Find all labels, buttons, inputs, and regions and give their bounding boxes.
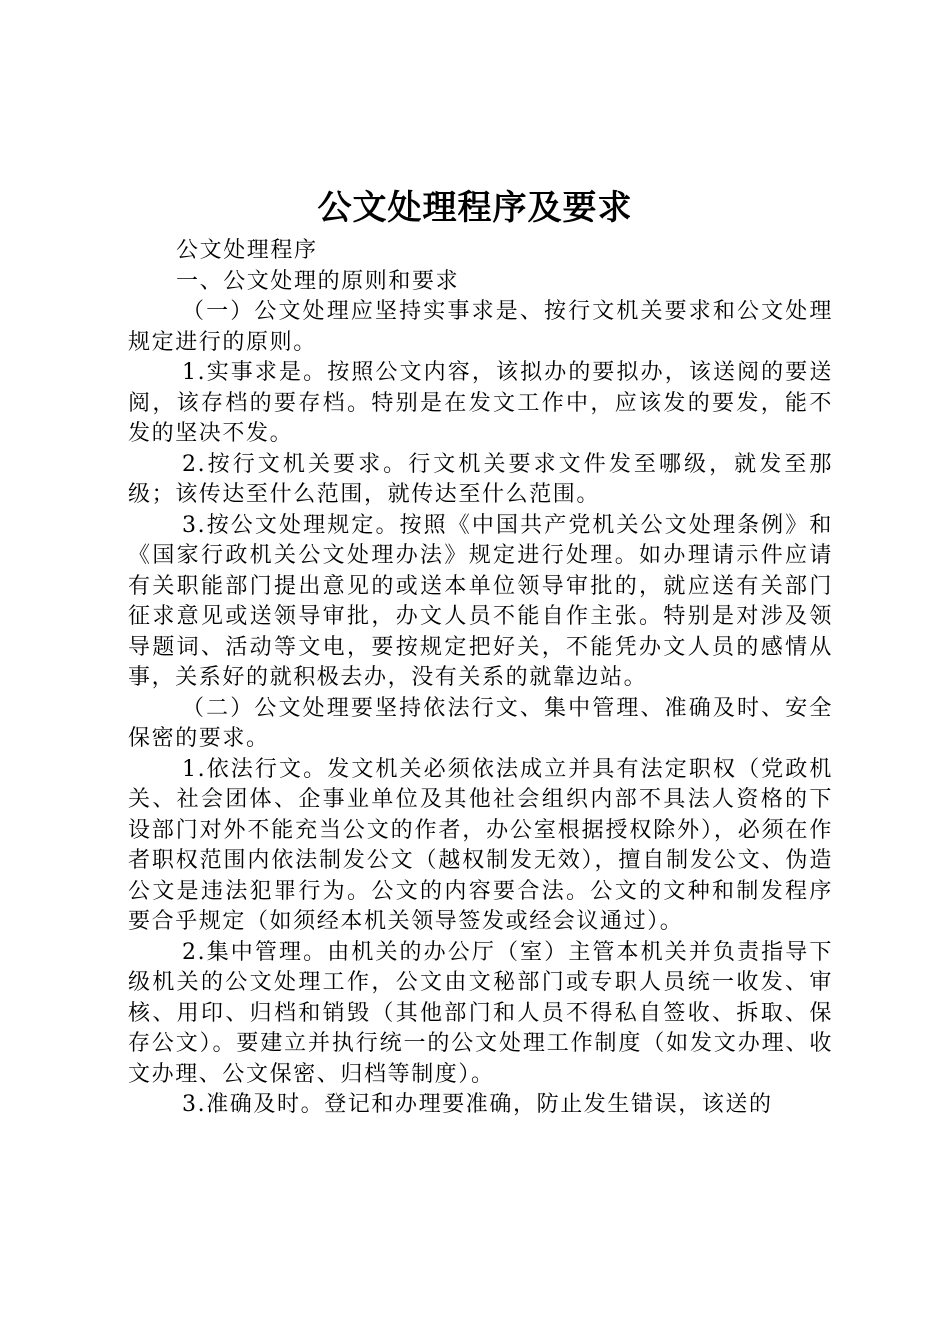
paragraph: （一）公文处理应坚持实事求是、按行文机关要求和公文处理规定进行的原则。 <box>128 299 833 355</box>
paragraph: 3.准确及时。登记和办理要准确，防止发生错误，该送的 <box>182 1092 773 1117</box>
paragraph: 2.按行文机关要求。行文机关要求文件发至哪级，就发至那级；该传达至什么范围，就传达至什么范围。 <box>128 451 833 507</box>
paragraph: 1.实事求是。按照公文内容，该拟办的要拟办，该送阅的要送阅，该存档的要存档。特别是在发文工作中，应该发的要发，能不发的坚决不发。 <box>128 360 833 446</box>
document-title: 公文处理程序及要求 <box>317 188 633 228</box>
paragraph: 1.依法行文。发文机关必须依法成立并具有法定职权（党政机关、社会团体、企事业单位及其他社会组织内部不具法人资格的下设部门对外不能充当公文的作者，办公室根据授权除外），必须在作者职权范围内依法制发公文（越权制发无效），擅自制发公文、伪造公文是违法犯罪行为。公文的内容要合法。公文的文种和制发程序要合乎规定（如须经本机关领导签发或经会议通过）。 <box>128 756 833 934</box>
section-heading: 一、公文处理的原则和要求 <box>176 268 460 294</box>
document-body <box>128 236 833 1121</box>
section-heading: 公文处理程序 <box>176 238 318 263</box>
paragraph: （二）公文处理要坚持依法行文、集中管理、准确及时、安全保密的要求。 <box>128 695 833 751</box>
paragraph: 3.按公文处理规定。按照《中国共产党机关公文处理条例》和《国家行政机关公文处理办法》规定进行处理。如办理请示件应请有关职能部门提出意见的或送本单位领导审批的，就应送有关部门征求意见或送领导审批，办文人员不能自作主张。特别是对涉及领导题词、活动等文电，要按规定把好关，不能凭办文人员的感情从事，关系好的就积极去办，没有关系的就靠边站。 <box>128 512 833 690</box>
paragraph: 2.集中管理。由机关的办公厅（室）主管本机关并负责指导下级机关的公文处理工作，公文由文秘部门或专职人员统一收发、审核、用印、归档和销毁（其他部门和人员不得私自签收、拆取、保存公文）。要建立并执行统一的公文处理工作制度（如发文办理、收文办理、公文保密、归档等制度）。 <box>128 939 833 1087</box>
